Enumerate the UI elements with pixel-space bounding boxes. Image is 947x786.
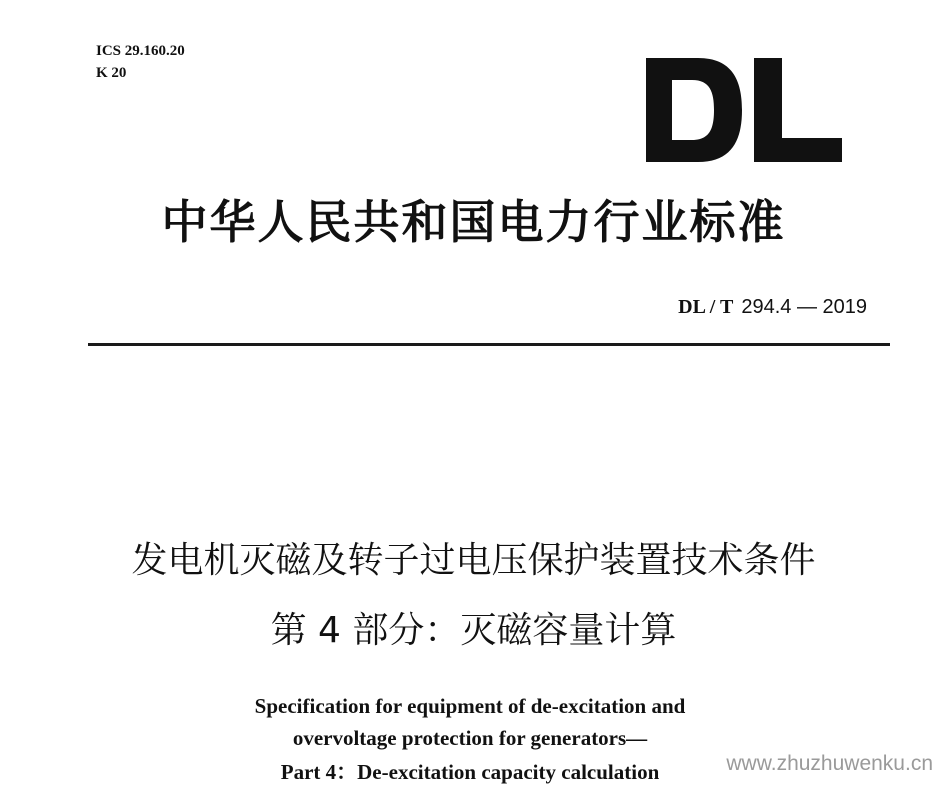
title-english-line-3: Part 4：De-excitation capacity calculation [280,760,660,784]
title-english-line-1: Specification for equipment of de-excitation and [254,694,686,718]
dl-logo [646,58,842,162]
header-divider [88,343,890,346]
standard-organization: 中华人民共和国电力行业标准 [161,195,786,249]
title-chinese-line-1: 发电机灭磁及转子过电压保护装置技术条件 [131,540,816,581]
watermark: www.zhuzhuwenku.cn [722,752,937,776]
ics-code: ICS 29.160.20 [96,43,185,59]
standard-code: 294.4 — 2019 [741,296,867,318]
title-chinese-line-2: 第 4 部分：灭磁容量计算 [270,610,677,651]
title-english-line-2: overvoltage protection for generators— [292,726,648,750]
dl-logo-l-shape [754,58,842,162]
classification-codes [96,40,185,84]
standard-number [678,296,867,319]
dl-logo-d-shape [646,58,742,162]
category-code: K 20 [96,65,127,81]
standard-prefix: DL / T [678,296,734,318]
